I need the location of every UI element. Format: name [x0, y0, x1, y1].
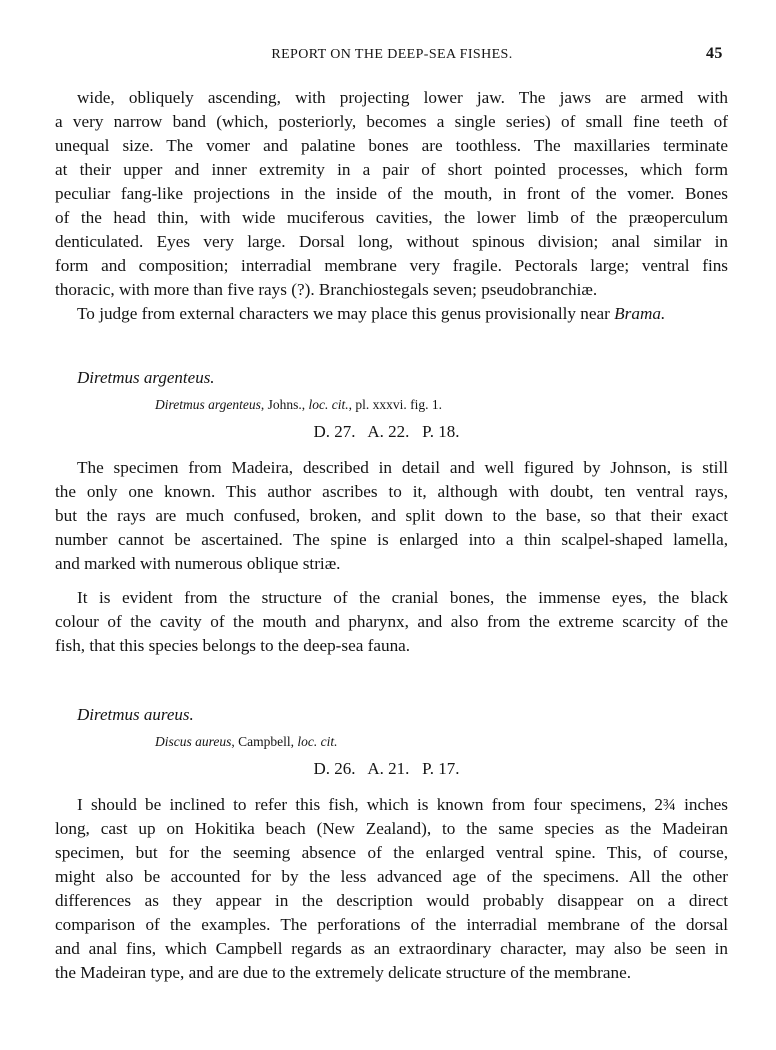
text-line: denticulated. Eyes very large. Dorsal long, without spinous division; anal similar in: [55, 232, 728, 251]
citation-name: Discus aureus: [155, 734, 232, 749]
citation-name: Diretmus argenteus: [155, 397, 261, 412]
genus-name: Brama.: [614, 304, 666, 323]
text-line: wide, obliquely ascending, with projecting lower jaw. The jaws are armed with: [77, 88, 728, 107]
text-line: unequal size. The vomer and palatine bones are toothless. The maxillaries terminate: [55, 136, 728, 155]
running-title: REPORT ON THE DEEP-SEA FISHES.: [271, 47, 513, 62]
text-line: It is evident from the structure of the cranial bones, the immense eyes, the black: [77, 588, 728, 607]
text-line: comparison of the examples. The perforations of the interradial membrane of the dorsal: [55, 915, 728, 934]
text-line: peculiar fang-like projections in the inside of the mouth, in front of the vomer. Bones: [55, 184, 728, 203]
text-line: differences as they appear in the description would probably disappear on a direct: [55, 891, 728, 910]
citation-rest: , pl. xxxvi. fig. 1.: [348, 397, 443, 412]
text-line: and anal fins, which Campbell regards as an extraordinary character, may also be seen in: [55, 939, 728, 958]
text-line: specimen, but for the seeming absence of the enlarged ventral spine. This, of course,: [55, 843, 728, 862]
text-line: thoracic, with more than five rays (?). Branchiostegals seven; pseudobranchiæ.: [55, 280, 598, 299]
text-line: fish, that this species belongs to the deep-sea fauna.: [55, 636, 411, 655]
text-line: colour of the cavity of the mouth and pharynx, and also from the extreme scarcity of the: [55, 612, 728, 631]
text-line: The specimen from Madeira, described in detail and well figured by Johnson, is still: [77, 458, 728, 477]
text-line: a very narrow band (which, posteriorly, becomes a single series) of small fine teeth of: [55, 112, 728, 131]
citation-loc: loc. cit.: [297, 734, 338, 749]
species-heading: Diretmus argenteus.: [77, 368, 215, 387]
species-section: [55, 703, 728, 985]
species-section: [55, 366, 728, 658]
text-line: the only one known. This author ascribes to it, although with doubt, ten ventral rays,: [55, 482, 728, 501]
body-paragraph: [55, 586, 728, 658]
text-line: long, cast up on Hokitika beach (New Zealand), to the same species as the Madeiran: [55, 819, 728, 838]
page-number: 45: [706, 45, 723, 62]
citation-loc: loc. cit.: [308, 397, 349, 412]
text-line: might also be accounted for by the less advanced age of the specimens. All the other: [55, 867, 728, 886]
intro-paragraph: [55, 86, 728, 302]
citation: [55, 730, 728, 754]
text-line: of the head thin, with wide muciferous cavities, the lower limb of the præoperculum: [55, 208, 728, 227]
text-line: but the rays are much confused, broken, and split down to the base, so that their exact: [55, 506, 728, 525]
fin-formula: D. 27. A. 22. P. 18.: [313, 422, 460, 441]
body-paragraph: [55, 793, 728, 985]
text-line: and marked with numerous oblique striæ.: [55, 554, 341, 573]
text-line: the Madeiran type, and are due to the extremely delicate structure of the membrane.: [55, 963, 632, 982]
closing-paragraph: [55, 302, 728, 326]
citation-author: , Campbell,: [231, 734, 298, 749]
text-line: number cannot be ascertained. The spine is enlarged into a thin scalpel-shaped lamella,: [55, 530, 728, 549]
closing-text: To judge from external characters we may place this genus provisionally near: [77, 304, 615, 323]
species-heading: Diretmus aureus.: [77, 705, 194, 724]
text-line: [55, 302, 728, 326]
text-line: I should be inclined to refer this fish, which is known from four specimens, 2¾ inches: [77, 795, 728, 814]
citation-author: , Johns.,: [260, 397, 309, 412]
body-paragraph: [55, 456, 728, 576]
citation: [55, 393, 728, 417]
text-line: at their upper and inner extremity in a pair of short pointed processes, which form: [55, 160, 728, 179]
text-line: form and composition; interradial membrane very fragile. Pectorals large; ventral fins: [55, 256, 728, 275]
fin-formula: D. 26. A. 21. P. 17.: [313, 759, 460, 778]
